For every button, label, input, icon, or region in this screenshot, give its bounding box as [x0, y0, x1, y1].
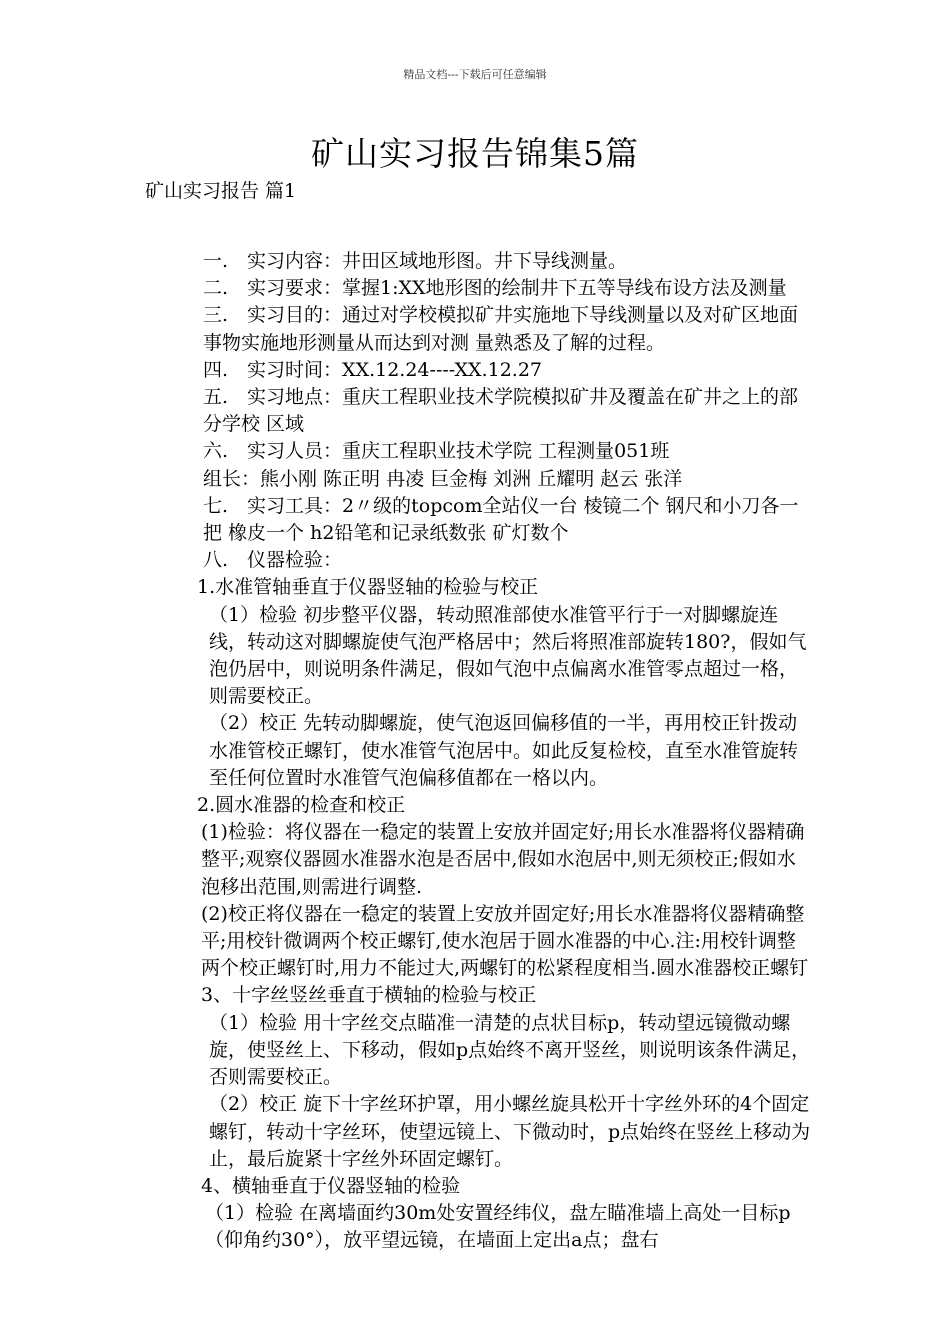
paragraph-item-1-correct: （2）校正 先转动脚螺旋，使气泡返回偏移值的一半，再用校正针拨动水准管校正螺钉，使水准管气泡居中。如此反复检校，直至水准管旋转至任何位置时水准管气泡偏移值都在一格以内。 — [209, 712, 799, 789]
paragraph-item-3: 3、十字丝竖丝垂直于横轴的检验与校正 — [201, 984, 537, 1007]
paragraph-purpose: 三. 实习目的：通过对学校模拟矿井实施地下导线测量以及对矿区地面事物实施地形测量从而达到对测 量熟悉及了解的过程。 — [203, 304, 799, 354]
paragraph-requirements: 二. 实习要求：掌握1:XX地形图的绘制井下五等导线布设方法及测量 — [203, 277, 787, 300]
paragraph-time: 四. 实习时间：XX.12.24----XX.12.27 — [203, 358, 543, 381]
paragraph-item-1: 1.水准管轴垂直于仪器竖轴的检验与校正 — [197, 576, 539, 599]
paragraph-item-2-correct: (2)校正将仪器在一稳定的装置上安放并固定好;用长水准器将仪器精确整平;用校针微调两个校正螺钉,使水泡居于圆水准器的中心.注:用校针调整两个校正螺钉时,用力不能过大,两螺钉的松紧程度相当.圆水准器校正螺钉 — [201, 902, 809, 980]
paragraph-item-3-correct: （2）校正 旋下十字丝环护罩，用小螺丝旋具松开十字丝外环的4个固定螺钉，转动十字丝环，使望远镜上、下微动时，p点始终在竖丝上移动为止，最后旋紧十字丝外环固定螺钉。 — [209, 1093, 811, 1170]
page-header: 精品文档---下载后可任意编辑 — [403, 68, 547, 81]
paragraph-item-3-check: （1）检验 用十字丝交点瞄准一清楚的点状目标p，转动望远镜微动螺旋，使竖丝上、下移动，假如p点始终不离开竖丝，则说明该条件满足，否则需要校正。 — [209, 1011, 811, 1089]
paragraph-personnel: 六. 实习人员：重庆工程职业技术学院 工程测量051班 — [203, 440, 670, 463]
paragraph-location: 五. 实习地点：重庆工程职业技术学院模拟矿井及覆盖在矿井之上的部分学校 区域 — [203, 386, 799, 436]
document-title: 矿山实习报告锦集5篇 — [311, 134, 639, 173]
paragraph-team: 组长：熊小刚 陈正明 冉凌 巨金梅 刘洲 丘耀明 赵云 张洋 — [203, 467, 683, 490]
paragraph-content: 一. 实习内容：井田区域地形图。井下导线测量。 — [203, 250, 628, 272]
paragraph-inspection: 八. 仪器检验： — [203, 549, 343, 572]
paragraph-item-2-check: (1)检验：将仪器在一稳定的装置上安放并固定好;用长水准器将仪器精确整平;观察仪器圆水准器水泡是否居中,假如水泡居中,则无须校正;假如水泡移出范围,则需进行调整. — [201, 821, 805, 898]
paragraph-item-2: 2.圆水准器的检查和校正 — [197, 794, 406, 817]
paragraph-item-1-check: （1）检验 初步整平仪器，转动照准部使水准管平行于一对脚螺旋连线，转动这对脚螺旋使气泡严格居中；然后将照准部旋转180?，假如气泡仍居中，则说明条件满足，假如气泡中点偏离水准管零点超过一格，则需要校正。 — [209, 603, 807, 708]
paragraph-item-4: 4、横轴垂直于仪器竖轴的检验 — [201, 1174, 461, 1197]
paragraph-tools: 七. 实习工具：2〃级的topcom全站仪一台 棱镜二个 钢尺和小刀各一把 橡皮一个 h2铅笔和记录纸数张 矿灯数个 — [203, 494, 799, 545]
section-heading: 矿山实习报告 篇1 — [145, 180, 297, 202]
document-body — [145, 248, 811, 1255]
paragraph-item-4-check: （1）检验 在离墙面约30m处安置经纬仪，盘左瞄准墙上高处一目标p（仰角约30°），放平望远镜，在墙面上定出a点；盘右 — [205, 1202, 791, 1252]
